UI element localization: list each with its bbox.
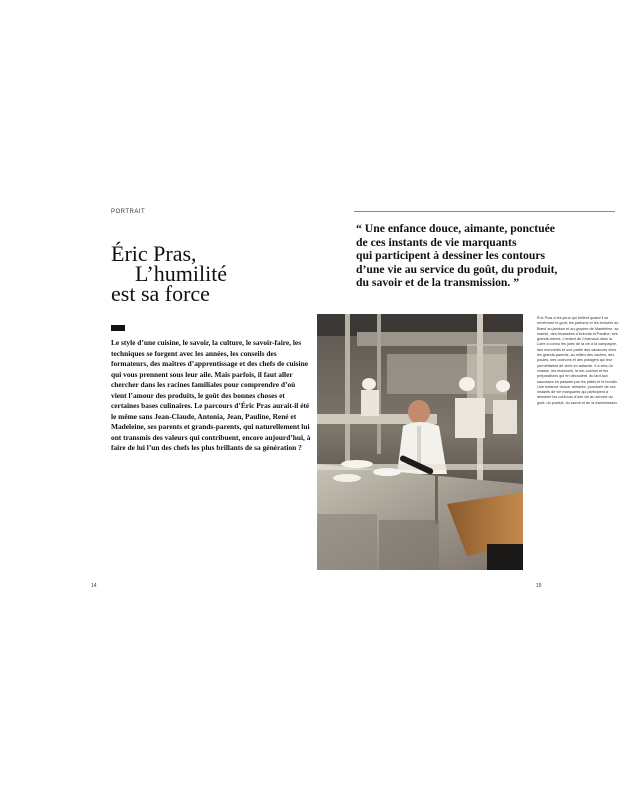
section-label: PORTRAIT — [111, 209, 146, 215]
quote-line-1: “ Une enfance douce, aimante, ponctuée — [356, 222, 555, 235]
photo-caption: Éric Pras a les yeux qui brillent quand il se remémore le goût, les parfums et les textures du Bœuf au jambon et au gruyère de Madeleine, sa mamie, des fricassées d’Antonia et Pauline, ses grands-mères. L’enfant de Charnaux dans la Loire a connu les joies de la vie à la campagne, des mercredis et une partie des vacances chez les grands-parents, au milieu des vaches, des poules, des cochons et des potagers qui leur permettaient de vivre en autarcie. Il a vécu la chasse, les moissons, la tue-cochon et les préparations qui en découlent, du lard aux saucisses en passant par les pâtés et le boudin. Une enfance douce, aimante, ponctuée de ces instants de vie marquants qui participent à dessiner les contours d’une vie au service du goût, du produit, du savoir et de la transmission. — [537, 316, 619, 405]
page-number-left: 14 — [91, 583, 97, 589]
article-title — [111, 241, 311, 306]
title-line-1: Éric Pras, — [111, 241, 197, 266]
quote-line-2: de ces instants de vie marquants — [356, 235, 517, 249]
pull-quote — [356, 222, 621, 290]
page-number-right: 15 — [536, 583, 542, 589]
title-line-3: est sa force — [111, 281, 210, 306]
quote-line-3: qui participent à dessiner les contours — [356, 249, 546, 263]
title-line-2: L’humilité — [135, 261, 228, 286]
intro-paragraph: Le style d’une cuisine, le savoir, la culture, le savoir-faire, les techniques se forgent avec les années, les conseils des formateurs, des maîtres d’apprentissage et des chefs de cuisine qui vous prennent sous leur aile. Mais parfois, il faut aller chercher dans les racines familiales pour comprendre d’où vient l’amour des produits, le goût des bonnes choses et certaines bases culinaires. Le parcours d’Éric Pras aurait-il été le même sans Jean-Claude, Antonia, Jean, Pauline, René et Madeleine, ses parents et grands-parents, qui naturellement lui ont transmis des valeurs qui contribuent, encore aujourd’hui, à faire de lui l’un des chefs les plus brillants de sa génération ? — [111, 338, 311, 452]
title-rule — [111, 325, 125, 331]
quote-top-rule — [354, 211, 615, 212]
quote-line-4: d’une vie au service du goût, du produit, — [356, 262, 558, 276]
photo-illustration — [317, 314, 523, 570]
quote-line-5: du savoir et de la transmission. ” — [356, 276, 520, 290]
chef-kitchen-photo — [317, 314, 523, 570]
